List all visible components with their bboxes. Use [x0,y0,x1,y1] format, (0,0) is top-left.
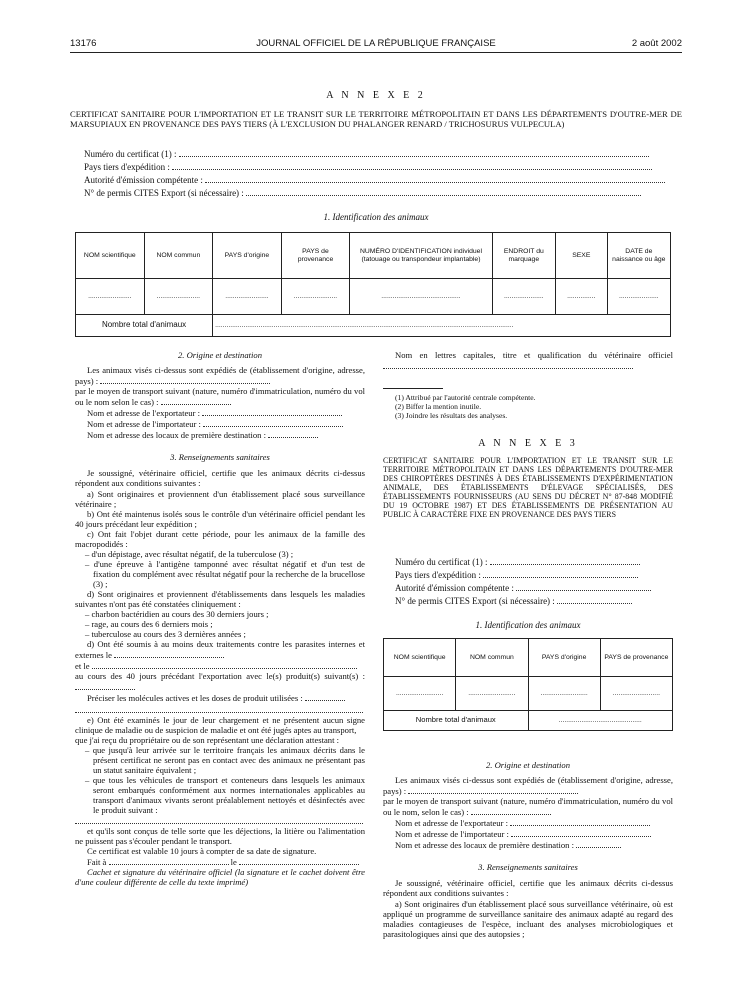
journal-title: JOURNAL OFFICIEL DE LA RÉPUBLIQUE FRANÇAISE [256,38,496,49]
authority-field: Autorité d'émission compétente : [84,174,682,186]
cert-number-field: Numéro du certificat (1) : [84,148,682,160]
header-identification-number: NUMÉRO D'IDENTIFICATION individuel (tatouage ou transpondeur implantable) [350,233,492,279]
cites-field: N° de permis CITES Export (si nécessaire) : [84,187,682,199]
total-label: Nombre total d'animaux [76,315,213,337]
page-number: 13176 [70,38,97,49]
header-birth-date: DATE de naissance ou âge [607,233,670,279]
table-row: ......................... ......................... ......................... ......................... [384,677,673,711]
right-column: Nom en lettres capitales, titre et qualification du vétérinaire officiel [383,350,673,371]
annex-3-authority-field: Autorité d'émission compétente : [395,582,675,594]
annex-3-cert-title: CERTIFICAT SANITAIRE POUR L'IMPORTATION ET LE TRANSIT SUR LE TERRITOIRE MÉTROPOLITAIN ET DANS LES DÉPARTEMENTS D'OUTRE-MER DES CHIROPTÈRES DESTINÉS À DES ÉTABLISSEMENTS D'EXPÉRIMENTATION ANIMALE, DES ÉTABLISSEMENTS D'ÉLEVAGE SPÉCIALISÉS, DES ÉTABLISSEMENTS FOURNISSEURS (AU SENS DU DÉCRET N° 87-848 MODIFIÉ DU 19 OCTOBRE 1987) ET DES ÉTABLISSEMENTS DE PRÉSENTATION AU PUBLIC À CARACTÈRE FIXE EN PROVENANCE DES PAYS TIERS [383,456,673,520]
left-column: 2. Origine et destination Les animaux visés ci-dessus sont expédiés de (établissement d'origine, adresse, pays) : par le moyen de transport suivant (nature, numéro d'immatriculation, numéro du vol ou le nom selon le cas) : Nom et adresse de l'exportateur : Nom et adresse de l'importateur : Nom et adresse des locaux de première destination : 3. Renseignements sanitaires Je soussigné, vétérinaire officiel, certifie que les animaux décrits ci-dessus répondent aux conditions suivantes : a) Sont originaires et proviennent d'un établissement placé sous surveillance vétérinaire ; b) Ont été maintenus isolés sous le contrôle d'un vétérinaire officiel pendant les 40 jours précédant leur expédition ; c) Ont fait l'objet durant cette période, pour les animaux de la famille des macropodidés : – d'un dépistage, avec résultat négatif, de la tuberculose (3) ; – d'une épreuve à l'antigène tamponné avec résultat négatif et d'un test de fixation du complément avec résultat négatif pour la recherche de la brucellose (3) ; d) Sont originaires et proviennent d'établissements dans lesquels les maladies suivantes n'ont pas été constatées cliniquement : – charbon bactéridien au cours des 30 derniers jours ; – rage, au cours des 6 derniers mois ; – tuberculose au cours des 3 dernières années ; d) Ont été soumis à au moins deux traitements contre les parasites internes et externes le et le au cours des 40 jours précédant l'exportation avec le(s) produit(s) suivant(s) : Préciser les molécules actives et les doses de produit utilisées : e) Ont été examinés le jour de leur chargement et ne présentent aucun signe clinique de maladie ou de suspicion de maladie et ont été jugés aptes au transport, que j'ai reçu du propriétaire ou de son représentant une déclaration attestant : – que jusqu'à leur arrivée sur le territoire français les animaux décrits dans le présent certificat ne seront pas en contact avec des animaux ne présentant pas un statut sanitaire équivalent ; – que tous les véhicules de transport et conteneurs dans lesquels les animaux seront embarqués conformément aux normes internationales applicables au transport d'animaux vivants seront préalablement nettoyés et désinfectés avec le produit suivant : et qu'ils sont conçus de telle sorte que les déjections, la litière ou l'alimentation ne puissent pas s'écouler pendant le transport. Ce certificat est valable 10 jours à compter de sa date de signature. Fait à le Cachet et signature du vétérinaire officiel (la signature et le cachet doivent être d'une couleur différente de celle du texte imprimé) [75,350,365,888]
annex-3-title: A N N E X E 3 [478,438,578,449]
table-row: ....................... ....................... ....................... ....................... .......................................... ..................... ............... ..................... [76,279,671,315]
footnotes: (1) Attribué par l'autorité centrale compétente. (2) Biffer la mention inutile. (3) Joindre les résultats des analyses. [395,393,536,420]
section-2-title: 2. Origine et destination [177,350,263,360]
header-provenance-country: PAYS de provenance [281,233,350,279]
annex-3-body: 2. Origine et destination Les animaux visés ci-dessus sont expédiés de (établissement d'origine, adresse, pays) : par le moyen de transport suivant (nature, numéro d'immatriculation, numéro du vol ou le nom, selon le cas) : Nom et adresse de l'exportateur : Nom et adresse de l'importateur : Nom et adresse des locaux de première destination : 3. Renseignements sanitaires Je soussigné, vétérinaire officiel, certifie que les animaux décrits ci-dessus répondent aux conditions suivantes : a) Sont originaires d'un établissement placé sous surveillance vétérinaire, où est appliqué un programme de surveillance sanitaire des animaux adapté au regard des maladies contagieuses de l'espèce, incluant des analyses microbiologiques et parasitologiques ainsi que des autopsies ; [383,760,673,939]
country-field: Pays tiers d'expédition : [84,161,682,173]
annex-3-country-field: Pays tiers d'expédition : [395,569,675,581]
header-sex: SEXE [555,233,607,279]
total-row: Nombre total d'animaux .............................................................................................................................................................. [76,315,671,337]
annex-3-cites-field: N° de permis CITES Export (si nécessaire) : [395,595,675,607]
annex-3-identification-table: NOM scientifique NOM commun PAYS d'origine PAYS de provenance ......................... ......................... ......................... ......................... Nombre total d'animaux ............................................ [383,638,673,731]
footnote-divider [383,388,443,389]
header-marking-location: ENDROIT du marquage [492,233,555,279]
header-origin-country: PAYS d'origine [213,233,282,279]
annex-2-cert-title: CERTIFICAT SANITAIRE POUR L'IMPORTATION ET LE TRANSIT SUR LE TERRITOIRE MÉTROPOLITAIN ET DANS LES DÉPARTEMENTS D'OUTRE-MER DE MARSUPIAUX EN PROVENANCE DES PAYS TIERS (À L'EXCLUSION DU PHALANGER RENARD / TRICHOSURUS VULPECULA) [70,109,682,129]
section-3-title: 3. Renseignements sanitaires [170,452,270,463]
publication-date: 2 août 2002 [631,38,682,49]
annex-2-section-1-title: 1. Identification des animaux [323,212,429,222]
annex-3-cert-number-field: Numéro du certificat (1) : [395,556,675,568]
page-header [70,38,682,53]
annex-2-title: A N N E X E 2 [326,90,426,101]
header-common-name: NOM commun [144,233,213,279]
annex-3-section-1-title: 1. Identification des animaux [475,620,581,630]
annex-2-identification-table [75,232,671,337]
header-scientific-name: NOM scientifique [76,233,145,279]
